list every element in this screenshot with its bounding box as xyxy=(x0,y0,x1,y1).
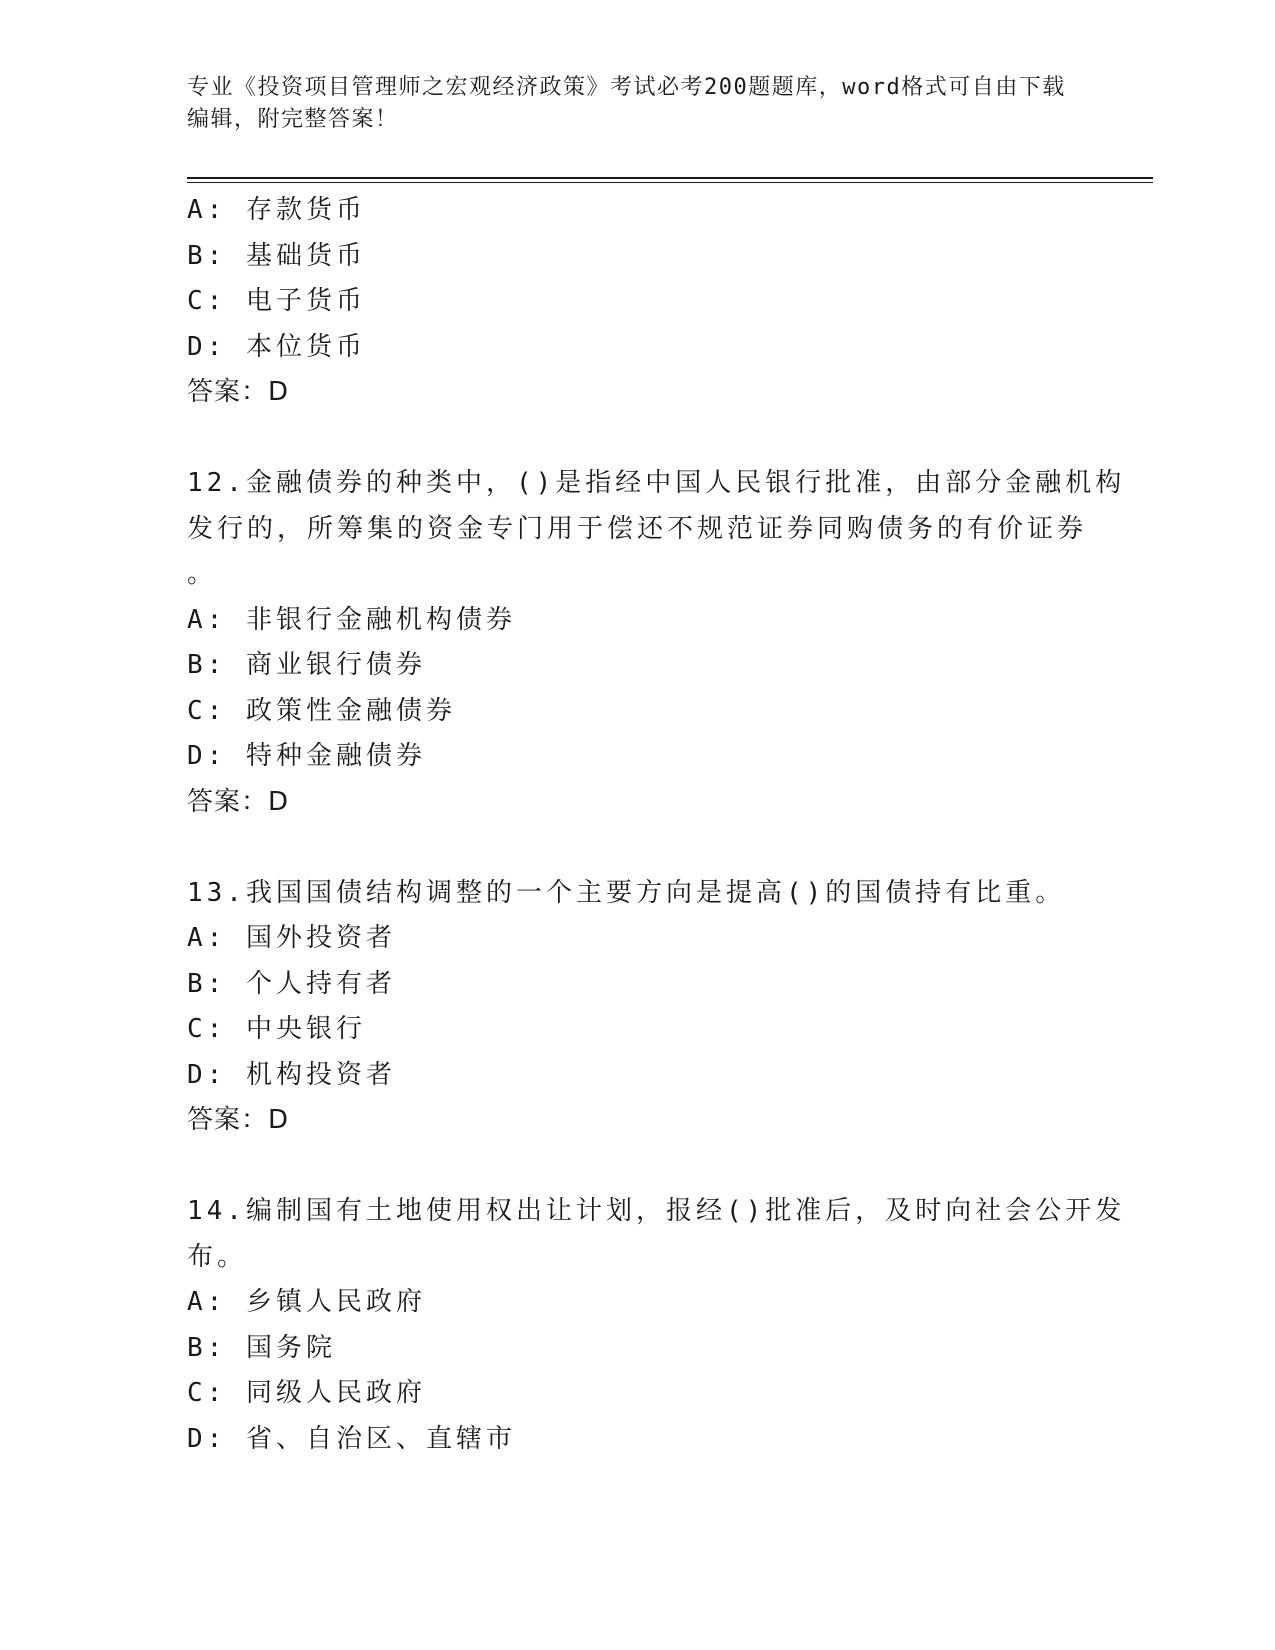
option-c: C: 中央银行 xyxy=(187,1014,366,1044)
option-d: D: 特种金融债券 xyxy=(187,741,426,771)
answer: 答案：D xyxy=(187,786,290,817)
option-a: A: 存款货币 xyxy=(187,195,366,225)
answer: 答案：D xyxy=(187,1105,290,1135)
option-a: A: 非银行金融机构债券 xyxy=(187,604,516,635)
header-rule-thin xyxy=(187,182,1153,183)
option-b: B: 国务院 xyxy=(187,1332,336,1363)
question-14-block xyxy=(187,1189,1126,1462)
question-stem: 发行的，所筹集的资金专门用于偿还不规范证券同购债务的有价证券 xyxy=(187,513,1088,544)
option-a: A: 乡镇人民政府 xyxy=(187,1287,426,1317)
question-stem: 。 xyxy=(187,559,218,589)
question-stem: 布。 xyxy=(187,1241,248,1272)
spacer xyxy=(187,825,1087,871)
question-11-block xyxy=(187,188,1087,416)
question-13-block xyxy=(187,871,1087,1144)
spacer xyxy=(187,416,1087,462)
question-stem: 14.编制国有土地使用权出让计划，报经()批准后，及时向社会公开发 xyxy=(187,1196,1126,1226)
question-12-block xyxy=(187,461,1126,825)
question-stem: 13.我国国债结构调整的一个主要方向是提高()的国债持有比重。 xyxy=(187,877,1066,908)
option-d: D: 省、自治区、直辖市 xyxy=(187,1423,516,1454)
option-b: B: 基础货币 xyxy=(187,240,366,271)
document-body xyxy=(187,188,1126,1462)
answer: 答案：D xyxy=(187,377,290,407)
option-d: D: 机构投资者 xyxy=(187,1059,396,1090)
option-c: C: 电子货币 xyxy=(187,286,366,316)
option-a: A: 国外投资者 xyxy=(187,923,396,953)
option-c: C: 政策性金融债券 xyxy=(187,695,456,726)
document-header: 专业《投资项目管理师之宏观经济政策》考试必考200题题库，word格式可自由下载编辑，附完整答案！ xyxy=(187,75,1066,132)
spacer xyxy=(187,1144,1087,1190)
option-d: D: 本位货币 xyxy=(187,331,366,362)
header-rule-thick xyxy=(187,177,1153,179)
option-c: C: 同级人民政府 xyxy=(187,1378,426,1408)
option-b: B: 个人持有者 xyxy=(187,968,396,999)
option-b: B: 商业银行债券 xyxy=(187,650,426,680)
question-stem: 12.金融债券的种类中，()是指经中国人民银行批准，由部分金融机构 xyxy=(187,468,1126,498)
